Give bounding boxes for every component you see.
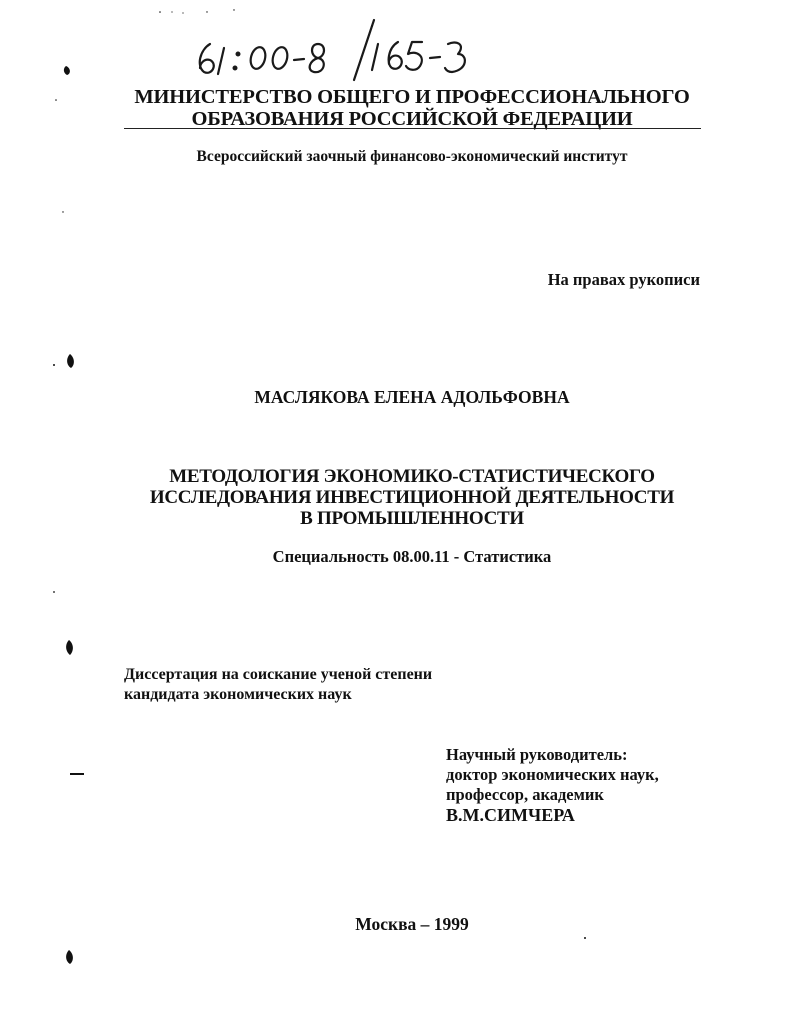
handwritten-archive-number: [186, 14, 486, 84]
institute-name: Всероссийский заочный финансово-экономический институт: [196, 148, 628, 165]
title-line-2: ИССЛЕДОВАНИЯ ИНВЕСТИЦИОННОЙ ДЕЯТЕЛЬНОСТИ: [149, 487, 675, 508]
supervisor-position: профессор, академик: [446, 785, 604, 804]
speck: [53, 364, 55, 366]
city-year: Москва – 1999: [355, 914, 469, 934]
specialty: Специальность 08.00.11 - Статистика: [272, 547, 552, 566]
punch-mark: [64, 66, 70, 75]
title-line-1: МЕТОДОЛОГИЯ ЭКОНОМИКО-СТАТИСТИЧЕСКОГО: [169, 466, 655, 487]
speck: [55, 99, 57, 101]
speck: [62, 211, 63, 212]
supervisor-label: Научный руководитель:: [446, 745, 628, 764]
speck: [584, 937, 586, 939]
speck: [206, 11, 207, 12]
speck: [182, 12, 183, 13]
ministry-line-1: МИНИСТЕРСТВО ОБЩЕГО И ПРОФЕССИОНАЛЬНОГО: [134, 86, 690, 108]
dissertation-title: [124, 466, 700, 529]
supervisor-name: В.М.СИМЧЕРА: [446, 805, 575, 825]
author-name: МАСЛЯКОВА ЕЛЕНА АДОЛЬФОВНА: [254, 387, 570, 407]
speck: [233, 9, 234, 10]
supervisor-block: [446, 745, 746, 825]
degree-line-2: кандидата экономических наук: [124, 686, 352, 703]
title-line-3: В ПРОМЫШЛЕННОСТИ: [300, 508, 524, 529]
rights-note: На правах рукописи: [547, 270, 700, 289]
degree-statement: [124, 665, 544, 705]
degree-line-1: Диссертация на соискание ученой степени: [124, 666, 433, 683]
ministry-heading: [124, 86, 700, 130]
punch-mark: [66, 950, 73, 964]
ministry-line-2: ОБРАЗОВАНИЯ РОССИЙСКОЙ ФЕДЕРАЦИИ: [191, 108, 633, 130]
punch-mark: [66, 640, 73, 655]
dash-mark: [70, 773, 84, 775]
punch-mark: [67, 354, 74, 368]
ministry-divider: [124, 128, 701, 129]
speck: [171, 11, 172, 12]
speck: [53, 591, 55, 593]
supervisor-degree: доктор экономических наук,: [446, 765, 659, 784]
speck: [159, 11, 161, 13]
